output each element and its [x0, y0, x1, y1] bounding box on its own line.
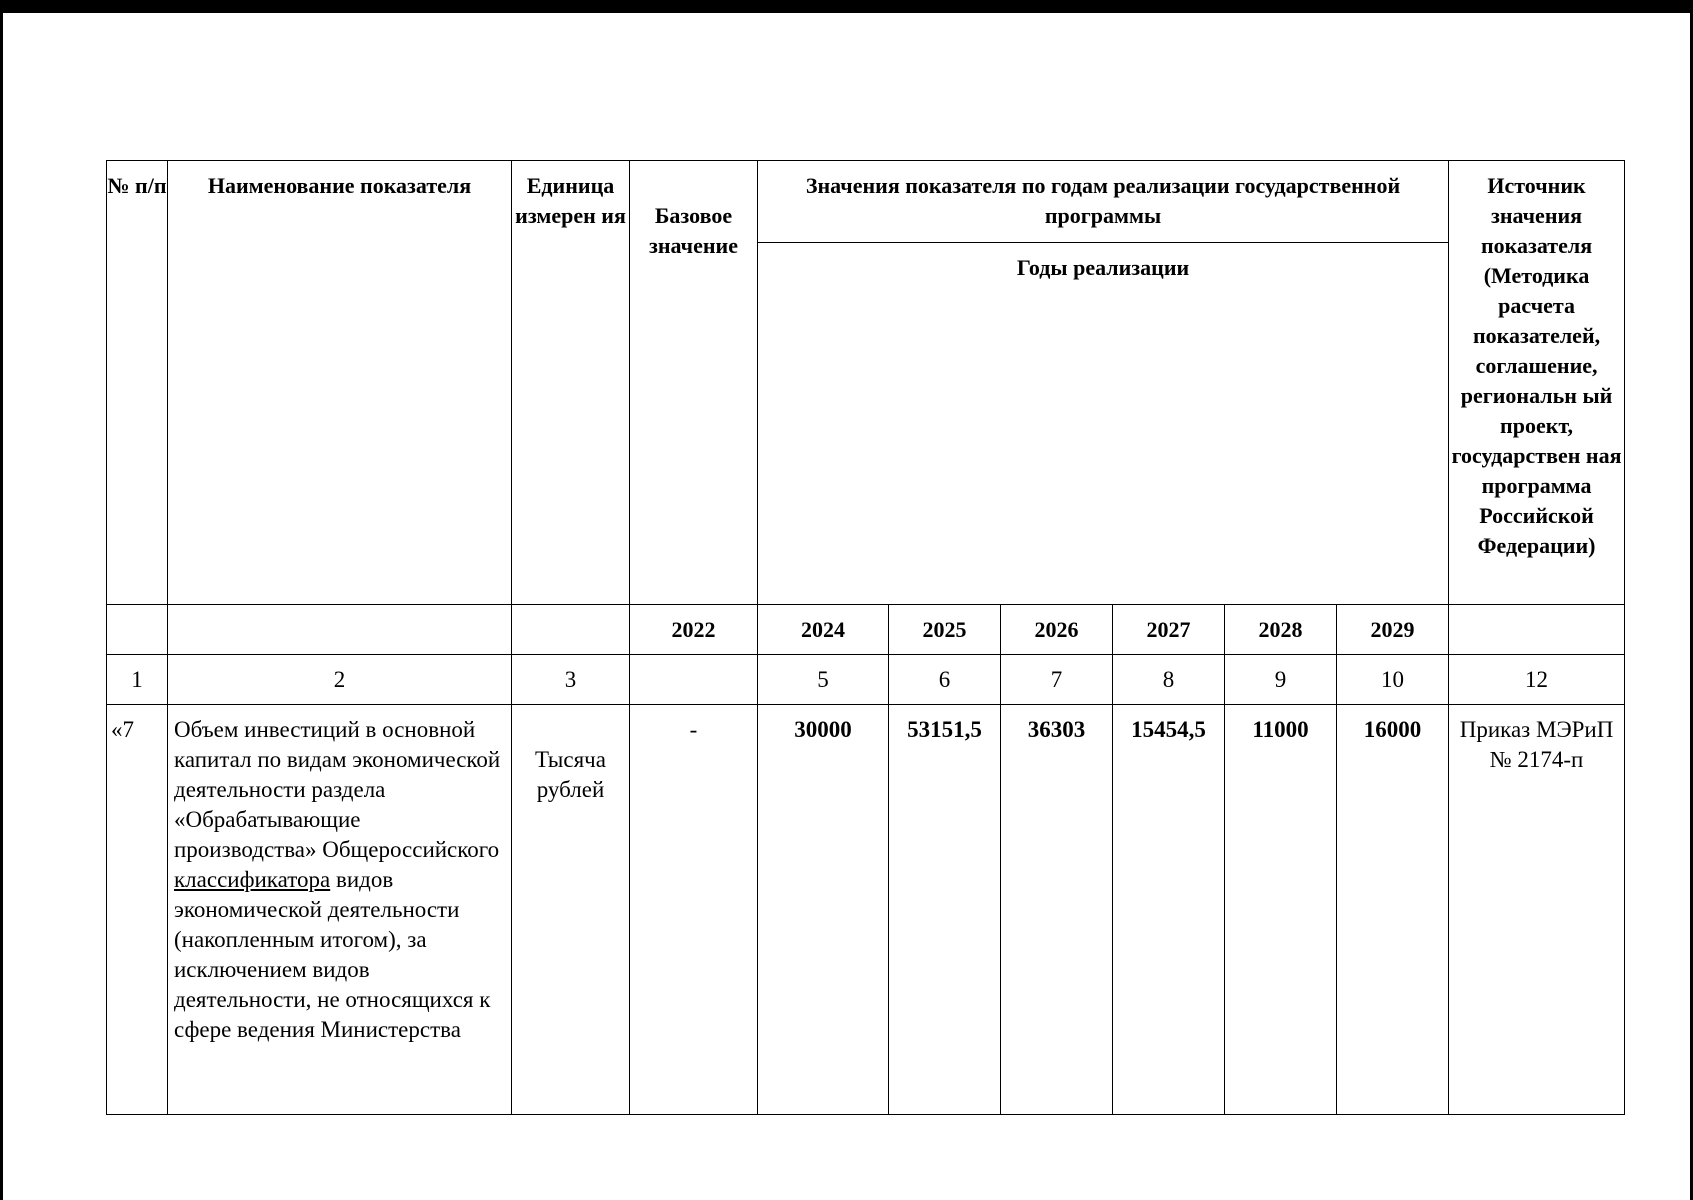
row-name-part1: Объем инвестиций в основной капитал по видам экономической деятельности раздела «Обрабатывающие производства» Общероссийского	[174, 717, 501, 862]
header-blank-name	[168, 605, 512, 655]
header-name: Наименование показателя	[168, 161, 512, 605]
page-border-left	[0, 0, 3, 1200]
header-blank-unit	[512, 605, 630, 655]
row-num: «7	[107, 705, 168, 1115]
col-number: 1	[107, 655, 168, 705]
col-number: 5	[758, 655, 889, 705]
col-number: 10	[1337, 655, 1449, 705]
row-value: 36303	[1001, 705, 1113, 1115]
row-value: 11000	[1225, 705, 1337, 1115]
header-year: 2026	[1001, 605, 1113, 655]
header-unit: Единица измерен ия	[512, 161, 630, 605]
header-year: 2025	[889, 605, 1001, 655]
header-year: 2027	[1113, 605, 1225, 655]
header-base-year: 2022	[630, 605, 758, 655]
col-number: 8	[1113, 655, 1225, 705]
row-value: 53151,5	[889, 705, 1001, 1115]
col-number: 9	[1225, 655, 1337, 705]
header-base: Базовое значение	[630, 161, 758, 605]
header-blank-source	[1449, 605, 1625, 655]
header-years-group: Годы реализации	[758, 243, 1449, 605]
row-source: Приказ МЭРиП № 2174-п	[1449, 705, 1625, 1115]
indicator-table	[106, 160, 1625, 1115]
row-value: 15454,5	[1113, 705, 1225, 1115]
header-source: Источник значения показателя (Методика расчета показателей, соглашение, региональн ый проект, государствен ная программа Российской Федерации)	[1449, 161, 1625, 605]
row-name-part2: видов экономической деятельности (накопленным итогом), за исключением видов деятельности, не относящихся к сфере ведения Министерства	[174, 867, 491, 1042]
header-values-group: Значения показателя по годам реализации государственной программы	[758, 161, 1449, 243]
row-value: 16000	[1337, 705, 1449, 1115]
col-number: 12	[1449, 655, 1625, 705]
row-base: -	[630, 705, 758, 1115]
col-number: 2	[168, 655, 512, 705]
header-year: 2028	[1225, 605, 1337, 655]
table-row	[107, 705, 1625, 1115]
col-number: 3	[512, 655, 630, 705]
header-year: 2029	[1337, 605, 1449, 655]
header-num: № п/п	[107, 161, 168, 605]
row-indicator-name	[168, 705, 512, 1115]
page-border-top	[0, 0, 1693, 13]
col-number: 7	[1001, 655, 1113, 705]
classifier-link: классификатора	[174, 867, 331, 892]
header-year: 2024	[758, 605, 889, 655]
row-unit: Тысяча рублей	[512, 705, 630, 1115]
col-number	[630, 655, 758, 705]
col-number: 6	[889, 655, 1001, 705]
row-value: 30000	[758, 705, 889, 1115]
header-blank-num	[107, 605, 168, 655]
